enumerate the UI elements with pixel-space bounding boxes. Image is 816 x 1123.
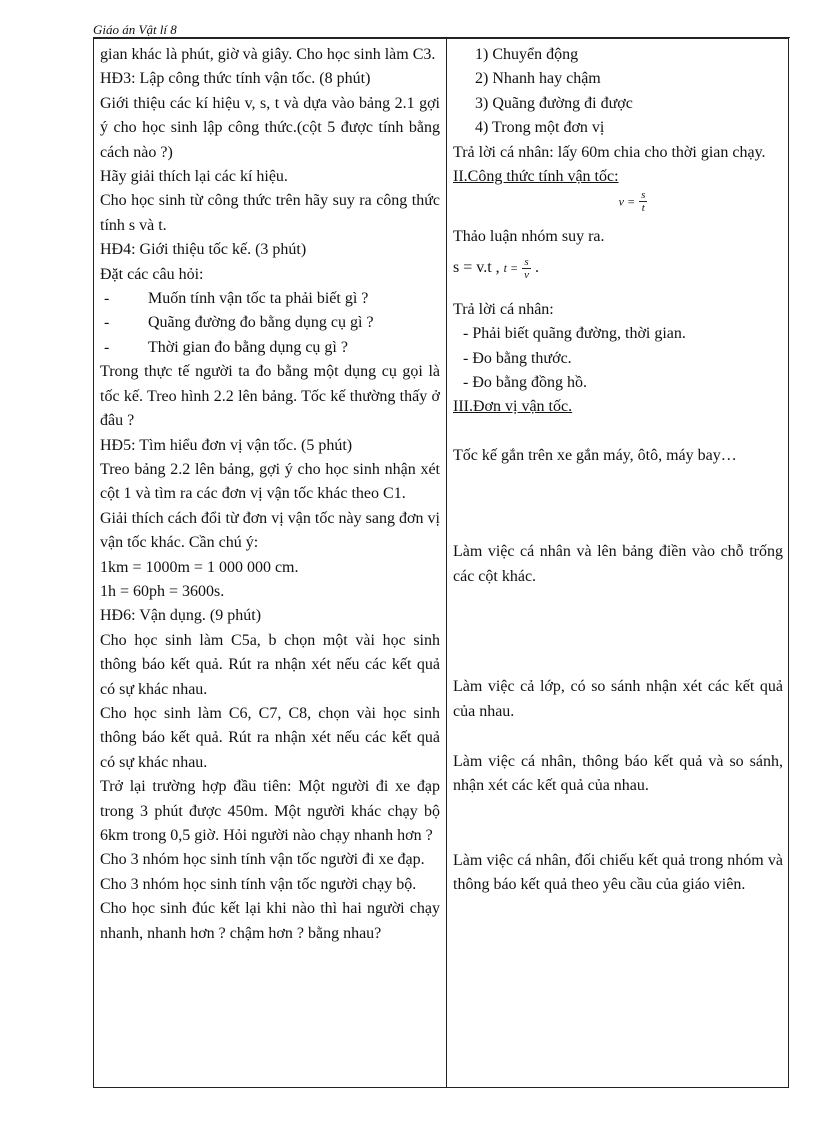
paragraph: Làm việc cá nhân và lên bảng điền vào chỗ trống các cột khác. — [453, 543, 783, 585]
paragraph: Treo bảng 2.2 lên bảng, gợi ý cho học sinh nhận xét cột 1 và tìm ra các đơn vị vận tốc khác theo C1. — [100, 460, 440, 503]
paragraph: Cho học sinh làm C5a, b chọn một vài học sinh thông báo kết quả. Rút ra nhận xét nếu các kết quả có sự khác nhau. — [100, 631, 440, 698]
derived-suffix: . — [534, 258, 539, 276]
student-activity-column — [453, 43, 783, 898]
paragraph: 1km = 1000m = 1 000 000 cm. — [100, 558, 299, 576]
paragraph: Làm việc cả lớp, có so sánh nhận xét các kết quả của nhau. — [453, 678, 783, 720]
paragraph: Cho học sinh làm C6, C7, C8, chọn vài học sinh thông báo kết quả. Rút ra nhận xét nếu các kết quả có sự khác nhau. — [100, 704, 440, 771]
list-item: 2) Nhanh hay chậm — [475, 70, 601, 88]
formula-lhs: v = — [618, 194, 636, 209]
velocity-formula — [453, 189, 783, 225]
page-header — [93, 22, 790, 38]
derived-formula — [453, 250, 783, 286]
question-item: - Thời gian đo bằng dụng cụ gì ? — [100, 336, 440, 360]
derived-lhs: t = — [503, 260, 519, 275]
paragraph: Cho học sinh đúc kết lại khi nào thì hai người chạy nhanh, nhanh hơn ? chậm hơn ? bằng nhau? — [100, 900, 440, 942]
formula-denominator: t — [641, 202, 645, 215]
column-divider — [446, 39, 447, 1087]
paragraph: Làm việc cá nhân, thông báo kết quả và so sánh, nhận xét các kết quả của nhau. — [453, 752, 783, 795]
paragraph: 1h = 60ph = 3600s. — [100, 582, 225, 600]
question-item: - Muốn tính vận tốc ta phải biết gì ? — [100, 287, 440, 311]
paragraph: Trả lời cá nhân: lấy 60m chia cho thời gian chạy. — [453, 143, 766, 161]
paragraph: Trở lại trường hợp đầu tiên: Một người đi xe đạp trong 3 phút được 450m. Một người khác chạy bộ 6km trong 0,5 giờ. Hỏi người nào chạy nhanh hơn ? — [100, 778, 440, 844]
paragraph: Cho 3 nhóm học sinh tính vận tốc người chạy bộ. — [100, 875, 417, 893]
paragraph: Đặt các câu hỏi: — [100, 265, 204, 283]
paragraph: Cho 3 nhóm học sinh tính vận tốc người đi xe đạp. — [100, 851, 425, 869]
list-item: - Phải biết quãng đường, thời gian. — [463, 325, 686, 343]
section-heading: II.Công thức tính vận tốc: — [453, 168, 619, 186]
teacher-activity-column — [100, 43, 440, 946]
derived-denominator: v — [524, 268, 529, 281]
paragraph: Giới thiệu các kí hiệu v, s, t và dựa vào bảng 2.1 gợi ý cho học sinh lập công thức.(cột 5 được tính bằng cách nào ?) — [100, 94, 440, 161]
question-item: - Quãng đường đo bằng dụng cụ gì ? — [100, 311, 440, 335]
paragraph: Trả lời cá nhân: — [453, 300, 554, 318]
section-heading: III.Đơn vị vận tốc. — [453, 398, 573, 416]
paragraph: Cho học sinh từ công thức trên hãy suy ra công thức tính s và t. — [100, 192, 440, 234]
paragraph: Hãy giải thích lại các kí hiệu. — [100, 168, 288, 186]
paragraph: Tốc kế gắn trên xe gắn máy, ôtô, máy bay… — [453, 446, 737, 464]
formula-numerator: s — [641, 189, 646, 202]
paragraph: Trong thực tế người ta đo bằng một dụng cụ gọi là tốc kế. Treo hình 2.2 lên bảng. Tốc kế thường thấy ở đâu ? — [100, 363, 440, 430]
list-item: - Đo bằng đồng hồ. — [463, 374, 587, 392]
lesson-table — [93, 38, 789, 1088]
activity-heading: HĐ6: Vận dụng. (9 phút) — [100, 607, 262, 625]
list-item: 3) Quãng đường đi được — [475, 94, 633, 112]
derived-prefix: s = v.t , — [453, 258, 500, 276]
derived-numerator: s — [522, 256, 531, 269]
list-item: 4) Trong một đơn vị — [475, 119, 605, 137]
paragraph: Giải thích cách đổi từ đơn vị vận tốc này sang đơn vị vận tốc khác. Cần chú ý: — [100, 509, 440, 552]
activity-heading: HĐ4: Giới thiệu tốc kế. (3 phút) — [100, 241, 307, 259]
paragraph: Làm việc cá nhân, đối chiếu kết quả trong nhóm và thông báo kết quả theo yêu cầu của giáo viên. — [453, 851, 783, 894]
derived-fraction — [522, 256, 531, 281]
paragraph: gian khác là phút, giờ và giây. Cho học sinh làm C3. — [100, 46, 436, 63]
activity-heading: HĐ5: Tìm hiểu đơn vị vận tốc. (5 phút) — [100, 436, 353, 454]
list-item: - Đo bằng thước. — [463, 349, 572, 367]
activity-heading: HĐ3: Lập công thức tính vận tốc. (8 phút) — [100, 70, 371, 88]
list-item: 1) Chuyển động — [475, 46, 579, 63]
formula-fraction — [639, 189, 647, 214]
header-title: Giáo án Vật lí 8 — [93, 22, 177, 37]
paragraph: Thảo luận nhóm suy ra. — [453, 228, 605, 246]
